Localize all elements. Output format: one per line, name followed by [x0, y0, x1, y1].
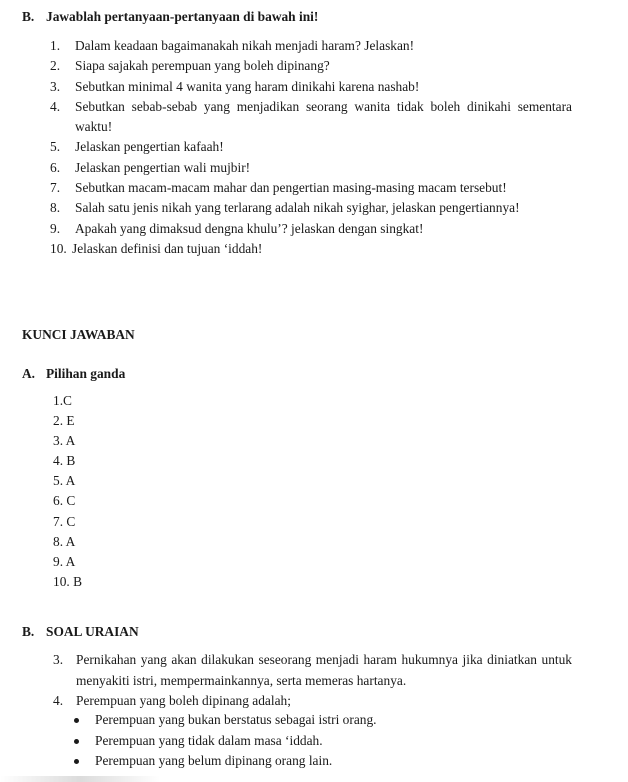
question-item [50, 219, 572, 239]
answer-item: 5. A [53, 473, 76, 489]
essay-answer-item [53, 650, 572, 691]
bullet-item [72, 731, 377, 752]
question-number: 1. [50, 38, 61, 53]
question-number: 10. [50, 240, 67, 256]
question-item [50, 36, 572, 56]
section-letter: B. [22, 9, 35, 24]
essay-answer-list [53, 650, 572, 712]
question-number: 7. [50, 180, 61, 196]
question-number: 5. [50, 139, 61, 155]
section-b-questions-heading [22, 9, 318, 25]
answer-item: 3. A [53, 433, 76, 449]
question-item [50, 56, 572, 76]
page-edge-shadow [0, 776, 160, 782]
section-letter: A. [22, 366, 36, 381]
question-text: Siapa sajakah perempuan yang boleh dipinang? [75, 58, 330, 74]
answer-list [53, 391, 82, 592]
section-b-essay-heading [22, 624, 139, 640]
question-number: 2. [50, 58, 61, 74]
answer-item: 6. C [53, 493, 76, 509]
answer-item: 9. A [53, 553, 76, 569]
answer-item: 2. E [53, 413, 75, 429]
bullet-icon [74, 739, 79, 744]
essay-answer-number: 4. [53, 693, 64, 708]
question-number: 4. [50, 98, 61, 114]
section-title: Pilihan ganda [46, 366, 126, 381]
question-text: Sebutkan minimal 4 wanita yang haram dinikahi karena nashab! [75, 78, 420, 94]
answer-item: 1.C [53, 393, 72, 408]
question-item [50, 178, 572, 198]
question-item [50, 77, 572, 97]
essay-answer-item [53, 691, 572, 712]
section-letter: B. [22, 624, 35, 639]
bullet-text: Perempuan yang bukan berstatus sebagai istri orang. [95, 712, 377, 727]
section-a-heading [22, 366, 125, 382]
question-list [50, 36, 572, 259]
question-text: Jelaskan pengertian kafaah! [75, 139, 224, 155]
answer-item: 10. B [53, 573, 83, 589]
bullet-text: Perempuan yang belum dipinang orang lain. [95, 753, 333, 768]
essay-answer-text: Perempuan yang boleh dipinang adalah; [76, 693, 291, 708]
section-title: Jawablah pertanyaan-pertanyaan di bawah ini! [46, 9, 319, 24]
question-text: Sebutkan macam-macam mahar dan pengertian masing-masing macam tersebut! [75, 180, 507, 196]
answer-item: 8. A [53, 533, 76, 549]
bullet-text: Perempuan yang tidak dalam masa ‘iddah. [95, 732, 323, 748]
question-number: 6. [50, 159, 61, 175]
bullet-icon [74, 759, 79, 764]
question-text: Dalam keadaan bagaimanakah nikah menjadi haram? Jelaskan! [75, 38, 415, 53]
question-item [50, 158, 572, 178]
question-text: Apakah yang dimaksud dengna khulu’? jelaskan dengan singkat! [75, 220, 424, 236]
question-text: Jelaskan definisi dan tujuan ‘iddah! [72, 240, 263, 256]
bullet-item [72, 710, 377, 731]
question-number: 8. [50, 200, 61, 216]
question-number: 9. [50, 220, 61, 236]
question-item [50, 239, 572, 259]
question-item [50, 97, 572, 138]
section-title: SOAL URAIAN [46, 624, 139, 639]
question-text: Sebutkan sebab-sebab yang menjadikan seorang wanita tidak boleh dinikahi sementara waktu! [75, 98, 572, 135]
question-item [50, 198, 572, 218]
answer-key-heading: KUNCI JAWABAN [22, 327, 135, 342]
question-text: Jelaskan pengertian wali mujbir! [75, 159, 251, 175]
bullet-list [72, 710, 377, 772]
question-text: Salah satu jenis nikah yang terlarang adalah nikah syighar, jelaskan pengertiannya! [75, 200, 520, 216]
essay-answer-number: 3. [53, 652, 64, 667]
answer-item: 4. B [53, 453, 76, 469]
essay-answer-text: Pernikahan yang akan dilakukan seseorang menjadi haram hukumnya jika diniatkan untuk menyakiti istri, mempermainkannya, serta memeras hartanya. [76, 652, 572, 688]
question-item [50, 137, 572, 157]
question-number: 3. [50, 78, 61, 94]
answer-item: 7. C [53, 513, 76, 529]
bullet-item [72, 751, 377, 772]
bullet-icon [74, 718, 79, 723]
